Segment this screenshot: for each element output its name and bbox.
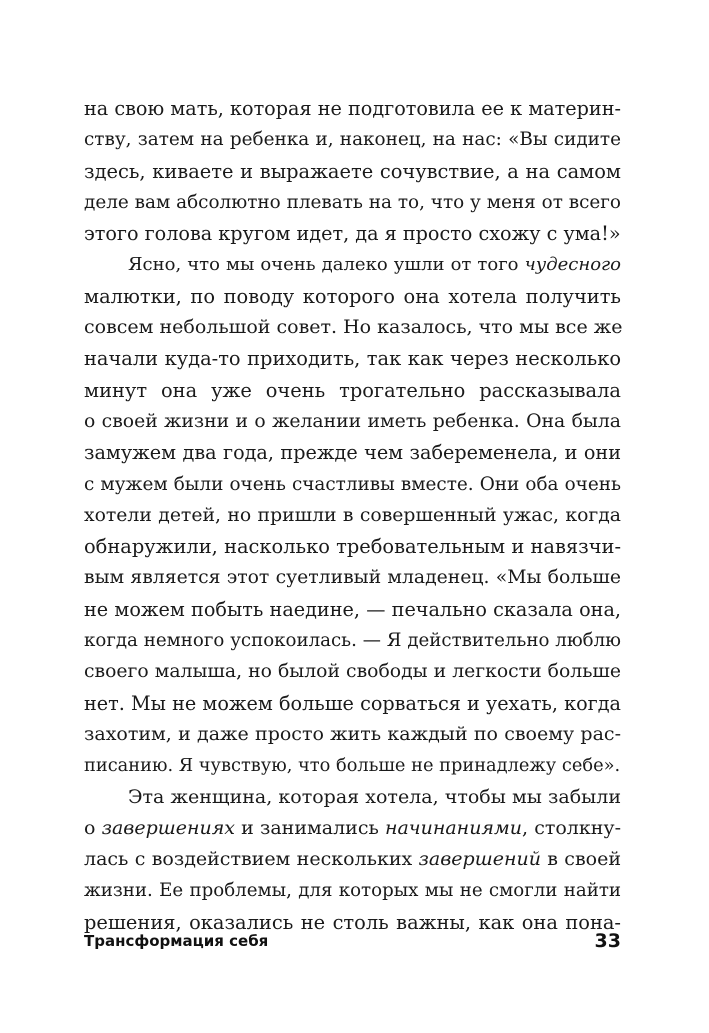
text-line: здесь, киваете и выражаете сочувствие, а на самом <box>84 159 621 183</box>
italic-word: завершениях <box>101 816 236 839</box>
text-line: совсем небольшой совет. Но казалось, что мы все же <box>84 316 623 339</box>
text-line: решения, оказались не столь важны, как она пона- <box>84 910 621 934</box>
text-line: этого голова кругом идет, да я просто схожу с ума!» <box>84 222 621 246</box>
text-line: начали куда-то приходить, так как через несколько <box>84 347 621 371</box>
text-line: деле вам абсолютно плевать на то, что у меня от всего <box>84 191 621 213</box>
running-title: Трансформация себя <box>84 932 269 950</box>
body-text <box>84 93 621 938</box>
text-line: жизни. Ее проблемы, для которых мы не смогли найти <box>84 880 621 902</box>
text-line: обнаружили, насколько требовательным и навязчи- <box>84 535 621 559</box>
text-line: своего малыша, но былой свободы и легкости больше <box>84 661 621 683</box>
italic-word: чудесного <box>524 254 621 276</box>
text-line: о своей жизни и о желании иметь ребенка. Она была <box>84 410 621 432</box>
text-line: замужем два года, прежде чем забеременела, и они <box>84 441 621 465</box>
text-line: вым является этот суетливый младенец. «Мы больше <box>84 567 621 589</box>
text-line: малютки, по поводу которого она хотела получить <box>84 284 621 308</box>
text-line: не можем побыть наедине, — печально сказала она, <box>84 597 621 621</box>
text-line: ству, затем на ребенка и, наконец, на нас: «Вы сидите <box>84 129 621 151</box>
text-line: Эта женщина, которая хотела, чтобы мы забыли <box>128 785 621 808</box>
text-line: на свою мать, которая не подготовила ее к материн- <box>84 97 621 120</box>
page-footer <box>84 928 621 954</box>
italic-word: начинаниями <box>384 816 523 839</box>
text-line: минут она уже очень трогательно рассказывала <box>84 378 621 402</box>
text-line: о завершениях и занимались начинаниями, столкну- <box>84 816 621 839</box>
text-line: хотели детей, но пришли в совершенный ужас, когда <box>84 504 621 526</box>
text-line: нет. Мы не можем больше сорваться и уехать, когда <box>84 691 621 715</box>
italic-word: завершений <box>418 848 541 871</box>
text-line: писанию. Я чувствую, что больше не принадлежу себе». <box>84 755 621 777</box>
text-line: когда немного успокоилась. — Я действительно люблю <box>84 630 621 652</box>
text-line: захотим, и даже просто жить каждый по своему рас- <box>84 722 621 745</box>
text-line: лась с воздействием нескольких завершений в своей <box>84 848 621 871</box>
text-line: Ясно, что мы очень далеко ушли от того чудесного <box>128 254 621 276</box>
page-number: 33 <box>594 930 621 952</box>
text-line: с мужем были очень счастливы вместе. Они оба очень <box>84 473 621 495</box>
